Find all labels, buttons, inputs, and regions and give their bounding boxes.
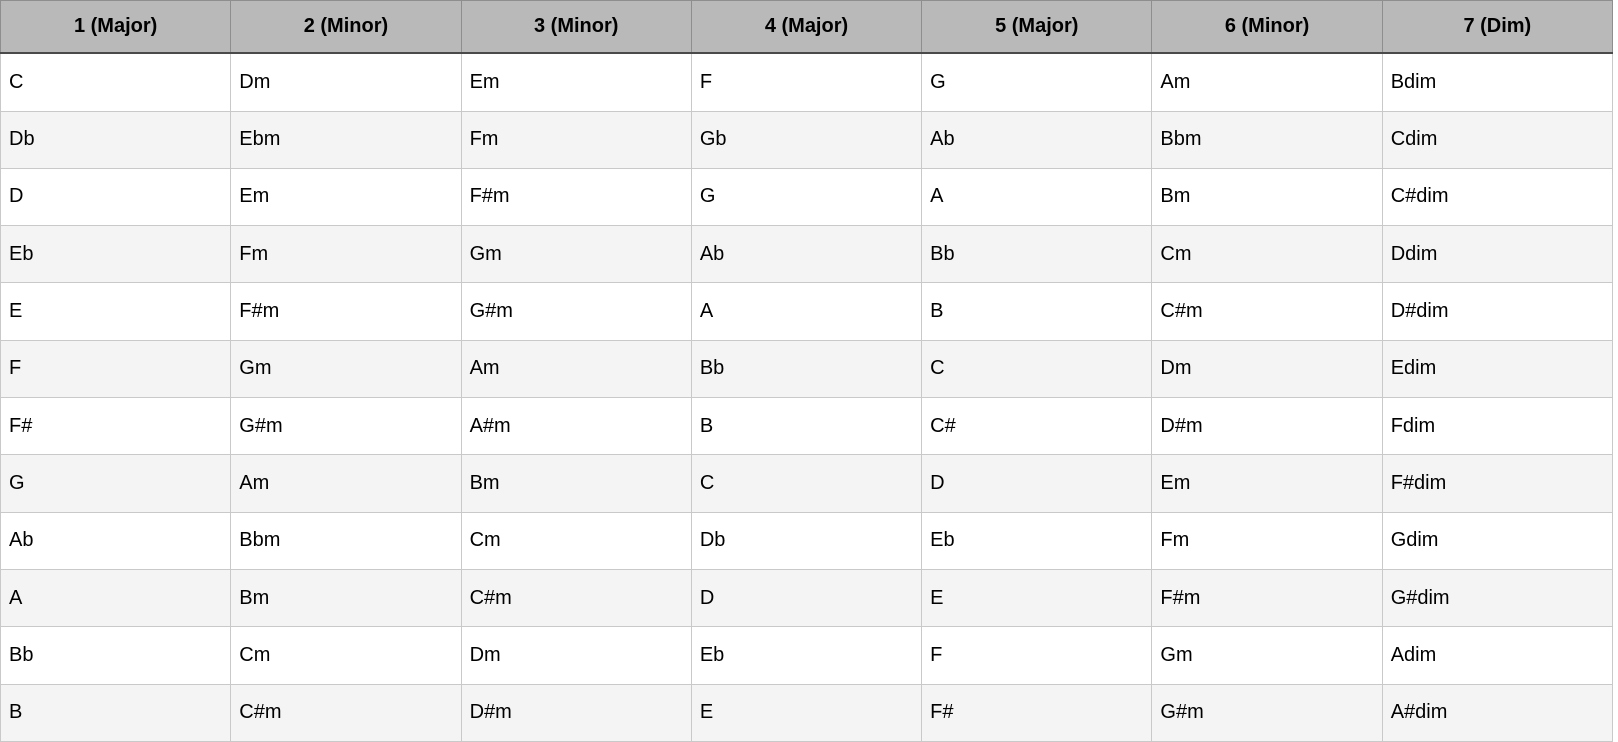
table-cell: Bbm bbox=[231, 512, 461, 569]
table-cell: Bb bbox=[691, 340, 921, 397]
table-cell: B bbox=[922, 283, 1152, 340]
table-cell: A bbox=[1, 570, 231, 627]
table-cell: F bbox=[922, 627, 1152, 684]
column-header-5: 5 (Major) bbox=[922, 1, 1152, 53]
table-cell: A#dim bbox=[1382, 684, 1612, 741]
table-cell: Eb bbox=[1, 226, 231, 283]
table-row bbox=[1, 512, 1613, 569]
table-cell: E bbox=[1, 283, 231, 340]
table-cell: Am bbox=[231, 455, 461, 512]
table-cell: E bbox=[691, 684, 921, 741]
table-cell: B bbox=[691, 398, 921, 455]
table-cell: E bbox=[922, 570, 1152, 627]
table-cell: G bbox=[1, 455, 231, 512]
table-cell: D#m bbox=[1152, 398, 1382, 455]
table-cell: Bb bbox=[922, 226, 1152, 283]
table-cell: D bbox=[1, 168, 231, 225]
table-cell: Am bbox=[461, 340, 691, 397]
table-row bbox=[1, 111, 1613, 168]
table-cell: C#m bbox=[461, 570, 691, 627]
table-row bbox=[1, 570, 1613, 627]
table-cell: D#m bbox=[461, 684, 691, 741]
table-cell: Cdim bbox=[1382, 111, 1612, 168]
table-row bbox=[1, 226, 1613, 283]
table-cell: Db bbox=[691, 512, 921, 569]
table-body bbox=[1, 53, 1613, 742]
table-cell: A bbox=[922, 168, 1152, 225]
column-header-7: 7 (Dim) bbox=[1382, 1, 1612, 53]
table-cell: Gm bbox=[231, 340, 461, 397]
table-cell: Ab bbox=[922, 111, 1152, 168]
table-cell: C#m bbox=[1152, 283, 1382, 340]
table-cell: Eb bbox=[691, 627, 921, 684]
table-header bbox=[1, 1, 1613, 53]
table-cell: G#m bbox=[231, 398, 461, 455]
table-cell: Dm bbox=[461, 627, 691, 684]
table-cell: G#m bbox=[1152, 684, 1382, 741]
table-cell: C#m bbox=[231, 684, 461, 741]
table-row bbox=[1, 283, 1613, 340]
table-cell: Gm bbox=[461, 226, 691, 283]
table-cell: Edim bbox=[1382, 340, 1612, 397]
table-row bbox=[1, 340, 1613, 397]
table-cell: Gb bbox=[691, 111, 921, 168]
table-cell: Em bbox=[231, 168, 461, 225]
table-cell: Fm bbox=[461, 111, 691, 168]
table-cell: Bm bbox=[461, 455, 691, 512]
table-cell: C bbox=[922, 340, 1152, 397]
table-cell: G#m bbox=[461, 283, 691, 340]
table-cell: F#m bbox=[461, 168, 691, 225]
table-cell: D#dim bbox=[1382, 283, 1612, 340]
table-row bbox=[1, 684, 1613, 741]
column-header-6: 6 (Minor) bbox=[1152, 1, 1382, 53]
table-cell: Fdim bbox=[1382, 398, 1612, 455]
table-cell: F bbox=[1, 340, 231, 397]
table-cell: G bbox=[691, 168, 921, 225]
table-cell: Em bbox=[1152, 455, 1382, 512]
table-cell: C#dim bbox=[1382, 168, 1612, 225]
table-cell: A bbox=[691, 283, 921, 340]
column-header-2: 2 (Minor) bbox=[231, 1, 461, 53]
table-cell: Db bbox=[1, 111, 231, 168]
table-cell: D bbox=[922, 455, 1152, 512]
table-row bbox=[1, 398, 1613, 455]
table-cell: Eb bbox=[922, 512, 1152, 569]
table-cell: Bm bbox=[231, 570, 461, 627]
table-cell: Ebm bbox=[231, 111, 461, 168]
table-cell: G#dim bbox=[1382, 570, 1612, 627]
table-cell: A#m bbox=[461, 398, 691, 455]
table-cell: F#dim bbox=[1382, 455, 1612, 512]
table-cell: F bbox=[691, 53, 921, 112]
table-cell: Fm bbox=[1152, 512, 1382, 569]
table-cell: B bbox=[1, 684, 231, 741]
table-cell: Cm bbox=[231, 627, 461, 684]
table-row bbox=[1, 168, 1613, 225]
column-header-4: 4 (Major) bbox=[691, 1, 921, 53]
header-row bbox=[1, 1, 1613, 53]
table-cell: C bbox=[1, 53, 231, 112]
table-cell: Bdim bbox=[1382, 53, 1612, 112]
table-cell: C bbox=[691, 455, 921, 512]
table-cell: G bbox=[922, 53, 1152, 112]
table-cell: Dm bbox=[231, 53, 461, 112]
table-cell: Ab bbox=[1, 512, 231, 569]
table-cell: Adim bbox=[1382, 627, 1612, 684]
table-cell: D bbox=[691, 570, 921, 627]
table-cell: Gm bbox=[1152, 627, 1382, 684]
table-cell: Ab bbox=[691, 226, 921, 283]
table-cell: F#m bbox=[231, 283, 461, 340]
table-cell: C# bbox=[922, 398, 1152, 455]
table-cell: Fm bbox=[231, 226, 461, 283]
table-cell: Dm bbox=[1152, 340, 1382, 397]
column-header-1: 1 (Major) bbox=[1, 1, 231, 53]
table-cell: Ddim bbox=[1382, 226, 1612, 283]
table-cell: Bb bbox=[1, 627, 231, 684]
table-cell: F# bbox=[1, 398, 231, 455]
table-cell: Cm bbox=[461, 512, 691, 569]
table-cell: Bbm bbox=[1152, 111, 1382, 168]
table-cell: Am bbox=[1152, 53, 1382, 112]
table-cell: Bm bbox=[1152, 168, 1382, 225]
table-row bbox=[1, 455, 1613, 512]
table-row bbox=[1, 53, 1613, 112]
table-cell: F#m bbox=[1152, 570, 1382, 627]
column-header-3: 3 (Minor) bbox=[461, 1, 691, 53]
table-cell: F# bbox=[922, 684, 1152, 741]
table-row bbox=[1, 627, 1613, 684]
table-cell: Cm bbox=[1152, 226, 1382, 283]
table-cell: Gdim bbox=[1382, 512, 1612, 569]
table-cell: Em bbox=[461, 53, 691, 112]
